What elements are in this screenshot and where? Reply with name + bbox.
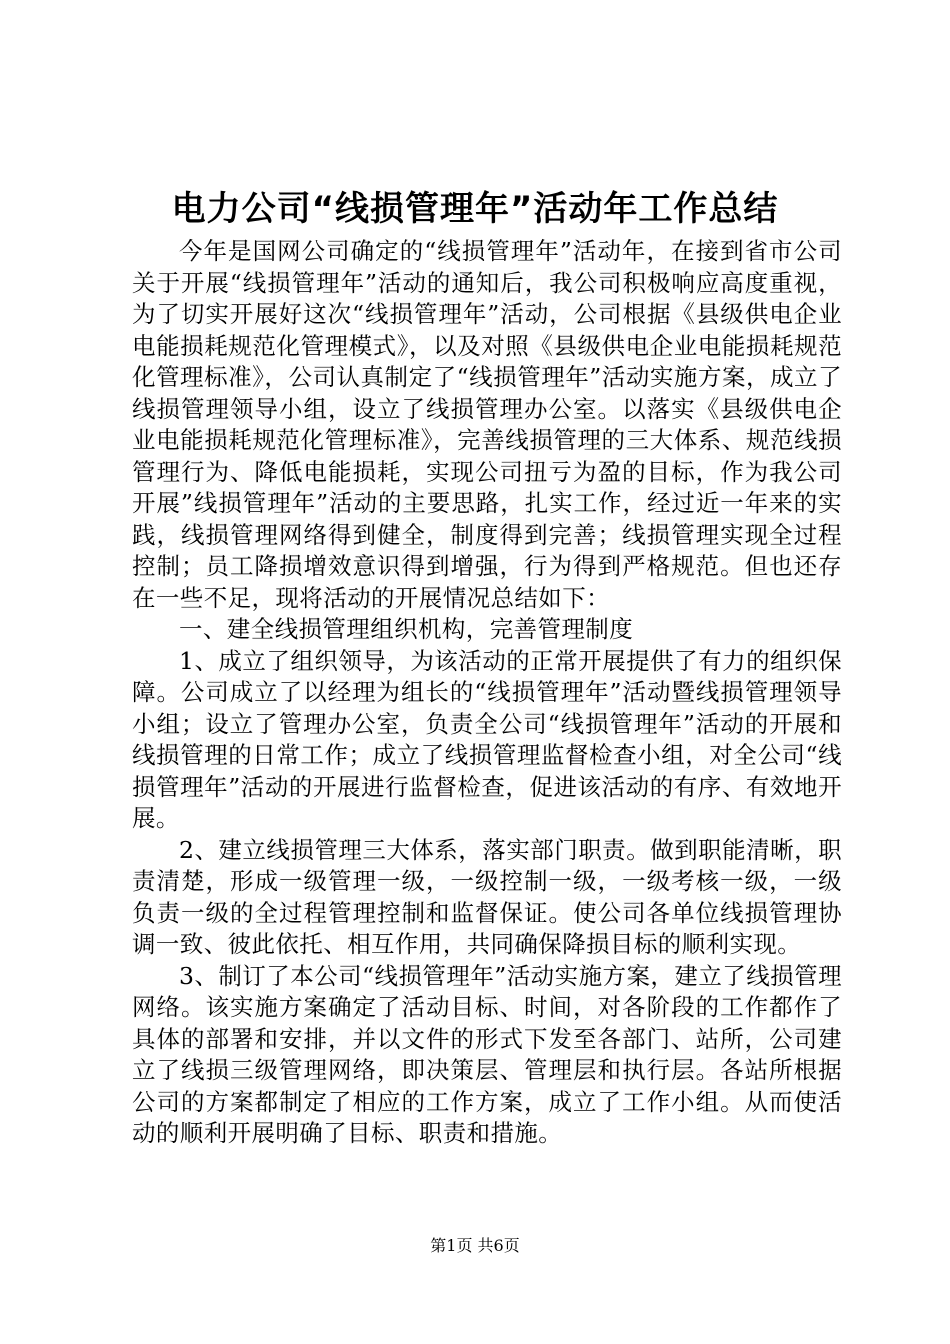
section-heading-1: 一、建全线损管理组织机构，完善管理制度 xyxy=(179,615,634,643)
paragraph-item-3: 3、制订了本公司“线损管理年”活动实施方案，建立了线损管理网络。该实施方案确定了活动目标、时间，对各阶段的工作都作了具体的部署和安排，并以文件的形式下发至各部门、站所，公司建立了线损三级管理网络，即决策层、管理层和执行层。各站所根据公司的方案都制定了相应的工作方案，成立了工作小组。从而使活动的顺利开展明确了目标、职责和措施。 xyxy=(132,961,842,1147)
paragraph-intro: 今年是国网公司确定的“线损管理年”活动年，在接到省市公司关于开展“线损管理年”活动的通知后，我公司积极响应高度重视，为了切实开展好这次“线损管理年”活动，公司根据《县级供电企业电能损耗规范化管理模式》，以及对照《县级供电企业电能损耗规范化管理标准》，公司认真制定了“线损管理年”活动实施方案，成立了线损管理领导小组，设立了线损管理办公室。以落实《县级供电企业电能损耗规范化管理标准》，完善线损管理的三大体系、规范线损管理行为、降低电能损耗，实现公司扭亏为盈的目标，作为我公司开展”线损管理年”活动的主要思路，扎实工作，经过近一年来的实践，线损管理网络得到健全，制度得到完善；线损管理实现全过程控制；员工降损增效意识得到增强，行为得到严格规范。但也还存在一些不足，现将活动的开展情况总结如下： xyxy=(132,237,842,612)
paragraph-item-1: 1、成立了组织领导，为该活动的正常开展提供了有力的组织保障。公司成立了以经理为组长的“线损管理年”活动暨线损管理领导小组；设立了管理办公室，负责全公司“线损管理年”活动的开展和线损管理的日常工作；成立了线损管理监督检查小组，对全公司“线损管理年”活动的开展进行监督检查，促进该活动的有序、有效地开展。 xyxy=(132,646,842,832)
document-title: 电力公司“线损管理年”活动年工作总结 xyxy=(171,189,779,229)
page-footer: 第1页 共6页 xyxy=(430,1236,520,1255)
document-body xyxy=(132,236,842,1150)
paragraph-item-2: 2、建立线损管理三大体系，落实部门职责。做到职能清晰，职责清楚，形成一级管理一级，一级控制一级，一级考核一级，一级负责一级的全过程管理控制和监督保证。使公司各单位线损管理协调一致、彼此依托、相互作用，共同确保降损目标的顺利实现。 xyxy=(132,835,842,958)
